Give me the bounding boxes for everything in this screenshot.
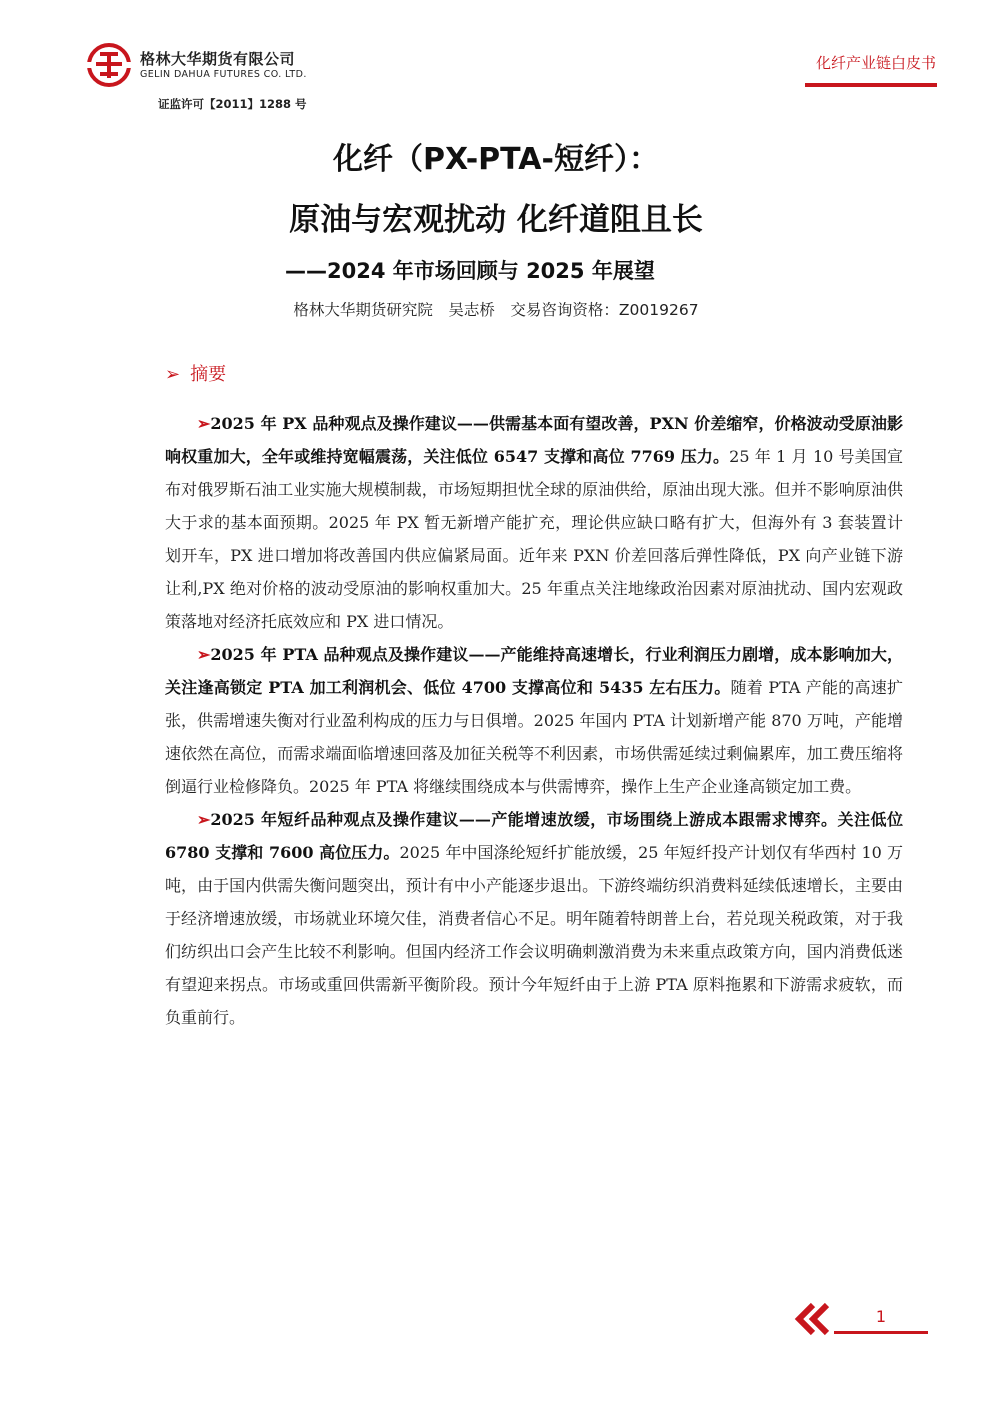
paragraph-body: 2025 年中国涤纶短纤扩能放缓，25 年短纤投产计划仅有华西村 10 万吨，由于国内供需失衡问题突出，预计有中小产能逐步退出。下游终端纺织消费料延续低速增长，主要由于经济增速放缓，市场就业环境欠佳，消费者信心不足。明年随着特朗普上台，若兑现关税政策，对于我们纺织出口会产生比较不利影响。但国内经济工作会议明确刺激消费为未来重点政策方向，国内消费低迷有望迎来拐点。市场或重回供需新平衡阶段。预计今年短纤由于上游 PTA 原料拖累和下游需求疲软，而负重前行。 (165, 843, 903, 1027)
report-title-line1: 化纤（PX-PTA-短纤）： (333, 142, 659, 177)
paragraph-body: 25 年 1 月 10 号美国宣布对俄罗斯石油工业实施大规模制裁，市场短期担忧全球的原油供给，原油出现大涨。但并不影响原油供大于求的基本面预期。2025 年 PX 暂无新增产能扩充，理论供应缺口略有扩大，但海外有 3 套装置计划开车，PX 进口增加将改善国内供应偏紧局面。近年来 PXN 价差回落后弹性降低，PX 向产业链下游让利,PX 绝对价格的波动受原油的影响权重加大。25 年重点关注地缘政治因素对原油扰动、国内宏观政策落地对经济托底效应和 PX 进口情况。 (165, 447, 903, 631)
page-header (0, 0, 992, 125)
page-number-box (834, 1301, 928, 1334)
page-number: 1 (875, 1307, 887, 1326)
arrow-bullet-icon: ➢ (165, 364, 181, 385)
company-name-cn: 格林大华期货有限公司 (140, 50, 296, 68)
report-type-label: 化纤产业链白皮书 (815, 54, 936, 72)
arrow-bullet-icon: ➢ (197, 645, 211, 664)
paragraph-body: 随着 PTA 产能的高速扩张，供需增速失衡对行业盈利构成的压力与日俱增。2025 年国内 PTA 计划新增产能 870 万吨，产能增速依然在高位，而需求端面临增速回落及加征关税等不利因素，市场供需延续过剩偏累库，加工费压缩将倒逼行业检修降负。2025 年 PTA 将继续围绕成本与供需博弈，操作上生产企业逢高锁定加工费。 (165, 678, 903, 796)
paragraph-lead: 2025 年 PTA 品种观点及操作建议——产能维持高速增长，行业利润压力剧增，成本影响加大，关注逢高锁定 PTA 加工利润机会、低位 4700 支撑高位和 5435 左右压力。 (165, 645, 903, 697)
report-title-line2: 原油与宏观扰动 化纤道阻且长 (289, 202, 703, 238)
paragraph-lead: 2025 年短纤品种观点及操作建议——产能增速放缓，市场围绕上游成本跟需求博弈。关注低位 6780 支撑和 7600 高位压力。 (165, 810, 903, 862)
summary-heading (165, 360, 226, 386)
double-chevron-left-icon (793, 1301, 833, 1337)
summary-body (165, 407, 903, 1034)
arrow-bullet-icon: ➢ (197, 810, 211, 829)
summary-paragraph-px (165, 407, 903, 638)
license-number: 证监许可【2011】1288 号 (158, 97, 307, 111)
author-line: 格林大华期货研究院 吴志桥 交易咨询资格：Z0019267 (293, 301, 699, 319)
gelin-dahua-logo-icon (86, 42, 132, 88)
report-subtitle: ——2024 年市场回顾与 2025 年展望 (285, 259, 655, 283)
summary-heading-text: 摘要 (190, 364, 227, 385)
company-name-en: GELIN DAHUA FUTURES CO. LTD. (140, 69, 307, 80)
header-rule (805, 83, 937, 87)
arrow-bullet-icon: ➢ (197, 414, 211, 433)
summary-paragraph-pta (165, 638, 903, 803)
summary-paragraph-staple-fiber (165, 803, 903, 1034)
paragraph-lead: 2025 年 PX 品种观点及操作建议——供需基本面有望改善，PXN 价差缩窄，价格波动受原油影响权重加大，全年或维持宽幅震荡，关注低位 6547 支撑和高位 7769 压力。 (165, 414, 903, 466)
